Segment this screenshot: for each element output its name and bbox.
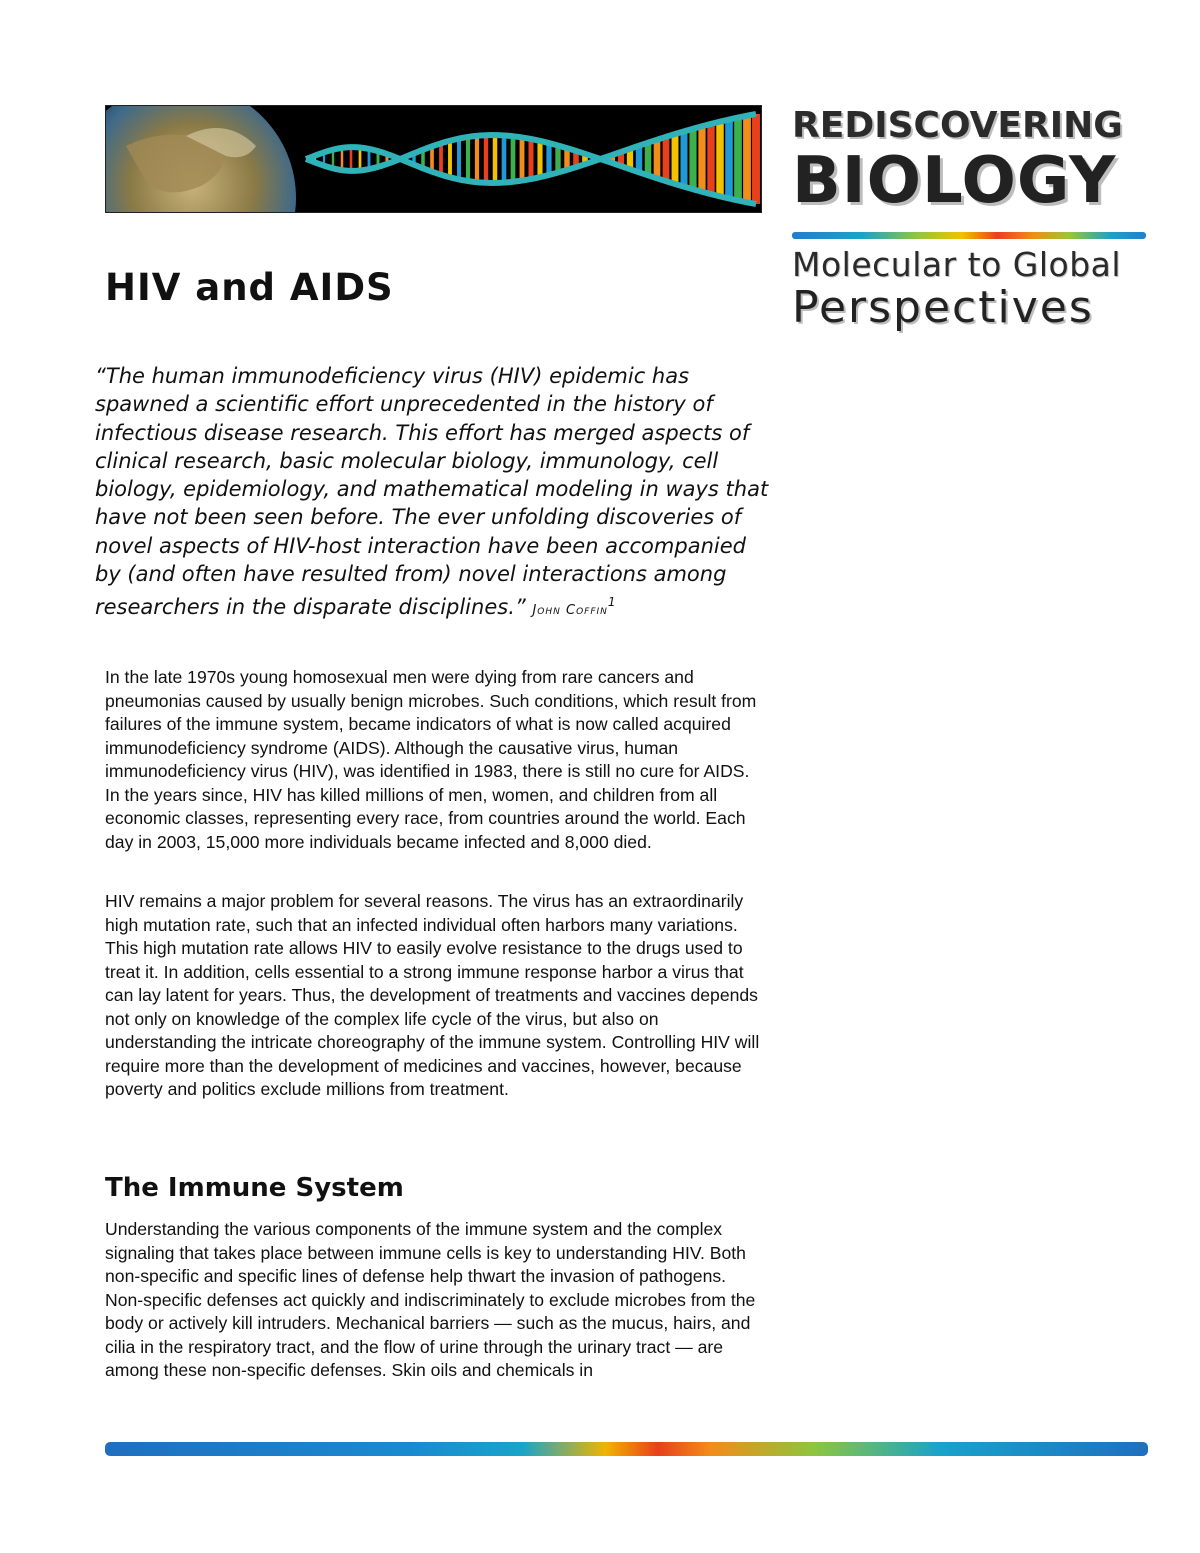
brand-subtitle: Molecular to Global: [792, 245, 1122, 284]
epigraph-quote: [95, 362, 770, 626]
body-paragraph-1: In the late 1970s young homosexual men were dying from rare cancers and pneumonias caused by usually benign microbes. Such conditions, which result from failures of the immune system, became indicators of what is now called acquired immunodeficiency syndrome (AIDS). Although the causative virus, human immunodeficiency virus (HIV), was identified in 1983, there is still no cure for AIDS. In the years since, HIV has killed millions of men, women, and children from all economic classes, representing every race, from countries around the world. Each day in 2003, 15,000 more individuals became infected and 8,000 died.: [105, 667, 757, 852]
section-paragraph: Understanding the various components of the immune system and the complex signaling that takes place between immune cells is key to understanding HIV. Both non-specific and specific lines of defense help thwart the invasion of pathogens. Non-specific defenses act quickly and indiscriminately to exclude microbes from the body or actively kill intruders. Mechanical barriers — such as the mucus, hairs, and cilia in the respiratory tract, and the flow of urine through the urinary tract — are among these non-specific defenses. Skin oils and chemicals in: [105, 1219, 756, 1380]
brand-color-rule: [792, 232, 1146, 239]
brand-line-rediscovering: REDISCOVERING: [792, 105, 1123, 146]
body-paragraph-2: HIV remains a major problem for several reasons. The virus has an extraordinarily high mutation rate, such that an infected individual often harbors many variations. This high mutation rate allows HIV to easily evolve resistance to the drugs used to treat it. In addition, cells essential to a strong immune response harbor a virus that can lay latent for years. Thus, the development of treatments and vaccines depends not only on knowledge of the complex life cycle of the virus, but also on understanding the intricate choreography of the immune system. Controlling HIV will require more than the development of medicines and vaccines, however, because poverty and politics exclude millions from treatment.: [105, 891, 760, 1099]
dna-helix-graphic: [106, 106, 761, 212]
quote-attribution: John Coffin: [532, 603, 608, 619]
brand-line-biology: BIOLOGY: [792, 144, 1117, 218]
page-title: HIV and AIDS: [105, 266, 394, 309]
banner-image: [105, 105, 762, 213]
brand-logo: [792, 105, 1152, 333]
brand-subtitle-perspectives: Perspectives: [792, 282, 1094, 333]
section-heading: The Immune System: [105, 1173, 404, 1203]
quote-text: “The human immunodeficiency virus (HIV) epidemic has spawned a scientific effort unprecedented in the history of infectious disease research. This effort has merged aspects of clinical research, basic molecular biology, immunology, cell biology, epidemiology, and mathematical modeling in ways that have not been seen before. The ever unfolding discoveries of novel aspects of HIV-host interaction have been accompanied by (and often have resulted from) novel interactions among researchers in the disparate disciplines.”: [95, 364, 769, 620]
footer-color-bar: [105, 1442, 1148, 1456]
footnote-marker: 1: [607, 595, 616, 610]
